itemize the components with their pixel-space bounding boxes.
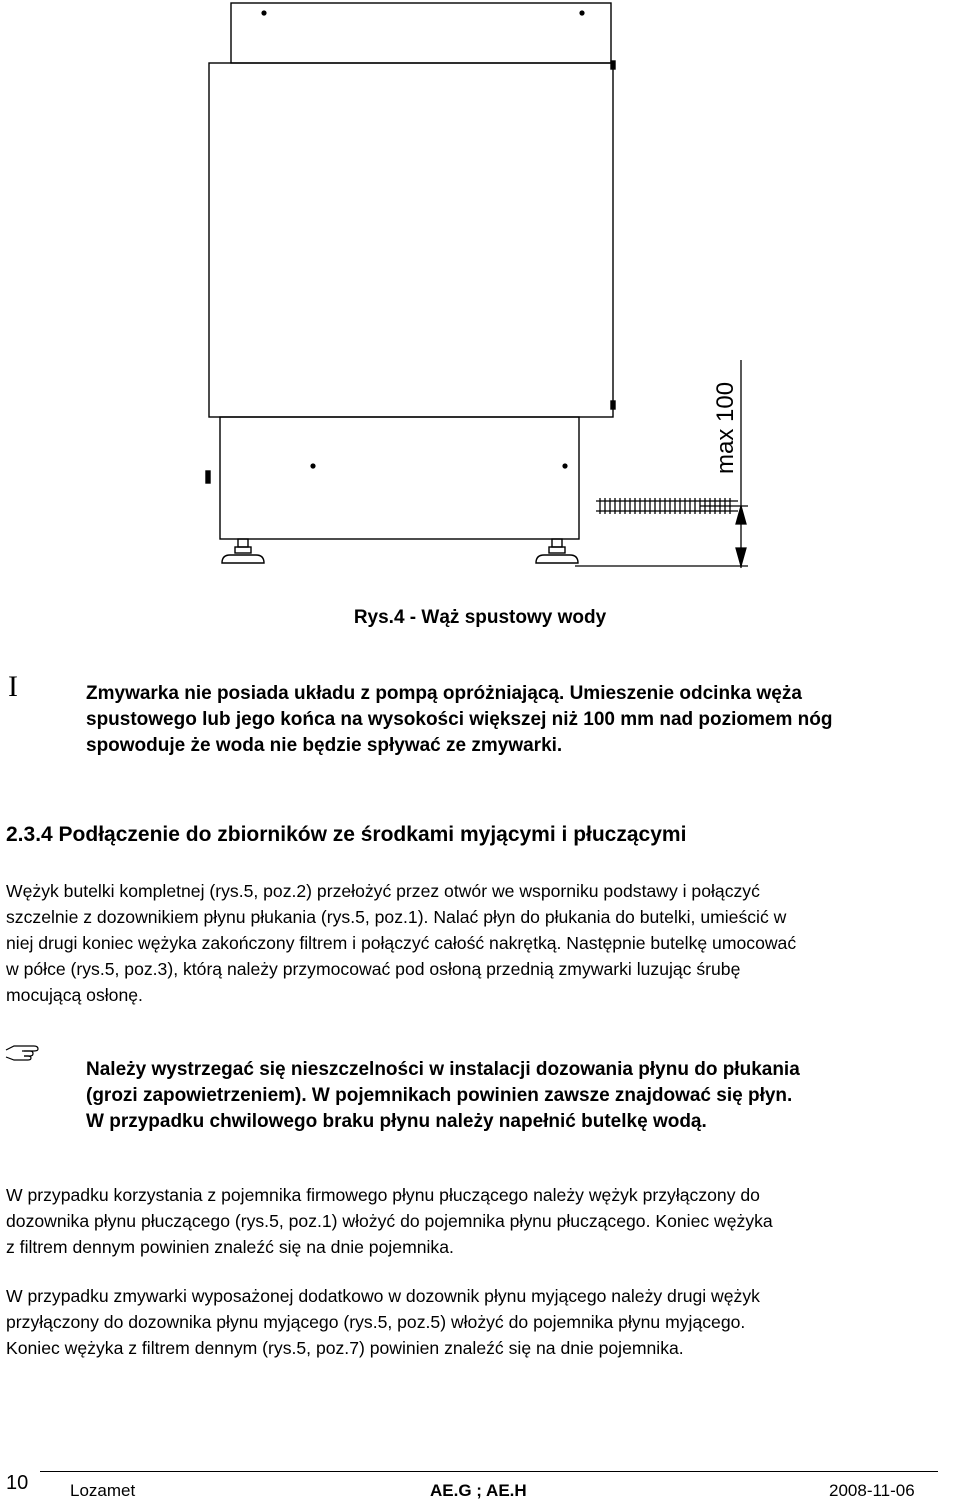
footer-date: 2008-11-06 [829, 1481, 915, 1500]
paragraph-1 [6, 878, 956, 1008]
note-line: Należy wystrzegać się nieszczelności w instalacji dozowania płynu do płukania [86, 1059, 800, 1080]
dimension-label: max 100 [712, 381, 739, 474]
margin-marker: I [8, 670, 18, 703]
paragraph-line: szczelnie z dozownikiem płynu płukania (rys.5, poz.1). Nalać płyn do płukania do butelki, umieścić w [6, 907, 787, 927]
lower-base [220, 417, 579, 539]
warning-line: Zmywarka nie posiada układu z pompą opróżniającą. Umieszenie odcinka węża [86, 683, 802, 704]
pointing-hand-icon [4, 1040, 44, 1071]
figure-caption: Rys.4 - Wąż spustowy wody [353, 607, 607, 628]
paragraph-line: Wężyk butelki kompletnej (rys.5, poz.2) przełożyć przez otwór we wsporniku podstawy i połączyć [6, 881, 760, 901]
paragraph-line: przyłączony do dozownika płynu myjącego (rys.5, poz.5) włożyć do pojemnika płynu myjącego. [6, 1312, 746, 1332]
note-line: (grozi zapowietrzeniem). W pojemnikach powinien zawsze znajdować się płyn. [86, 1085, 793, 1106]
paragraph-line: dozownika płynu płuczącego (rys.5, poz.1) włożyć do pojemnika płynu płuczącego. Koniec wężyka [6, 1211, 773, 1231]
footer-divider [40, 1471, 938, 1472]
right-foot [536, 539, 578, 563]
paragraph-line: mocującą osłonę. [6, 985, 143, 1005]
top-hood [231, 3, 611, 63]
paragraph-line: Koniec wężyka z filtrem dennym (rys.5, poz.7) powinien znaleźć się na dnie pojemnika. [6, 1338, 684, 1358]
page-number: 10 [6, 1472, 29, 1494]
paragraph-2 [6, 1182, 956, 1260]
paragraph-line: w półce (rys.5, poz.3), którą należy przymocować pod osłoną przednią zmywarki luzując śrubę [6, 959, 741, 979]
footer-company: Lozamet [70, 1481, 136, 1500]
left-foot [222, 539, 264, 563]
dishwasher-side-drawing [0, 0, 960, 580]
paragraph-3 [6, 1283, 956, 1361]
note-line: W przypadku chwilowego braku płynu należy napełnić butelkę wodą. [86, 1111, 707, 1132]
note-text [86, 1057, 800, 1135]
warning-line: spowoduje że woda nie będzie spływać ze zmywarki. [86, 735, 563, 756]
warning-line: spustowego lub jego końca na wysokości większej niż 100 mm nad poziomem nóg [86, 709, 833, 730]
paragraph-line: z filtrem dennym powinien znaleźć się na dnie pojemnika. [6, 1237, 454, 1257]
paragraph-line: niej drugi koniec wężyka zakończony filtrem i połączyć całość nakrętką. Następnie butelkę umocować [6, 933, 797, 953]
footer-model: AE.G ; AE.H [430, 1481, 527, 1500]
paragraph-line: W przypadku korzystania z pojemnika firmowego płynu płuczącego należy wężyk przyłączony do [6, 1185, 760, 1205]
paragraph-line: W przypadku zmywarki wyposażonej dodatkowo w dozownik płynu myjącego należy drugi wężyk [6, 1286, 760, 1306]
main-cabinet [209, 63, 613, 417]
warning-text [86, 681, 832, 759]
section-heading: 2.3.4 Podłączenie do zbiorników ze środkami myjącymi i płuczącymi [6, 823, 687, 846]
